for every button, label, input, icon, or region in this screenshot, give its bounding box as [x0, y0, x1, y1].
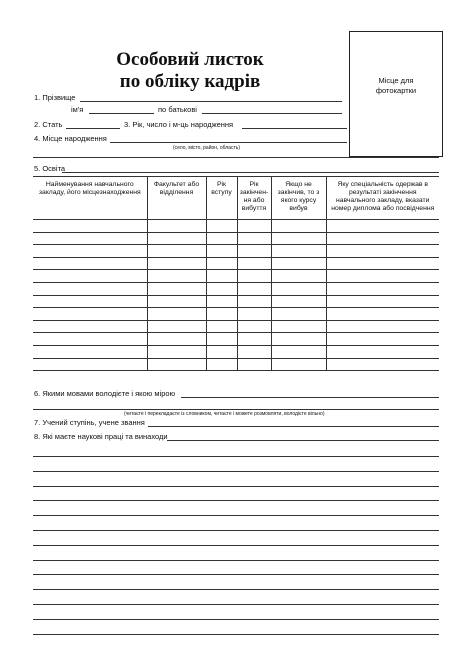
table-cell[interactable]: [147, 333, 206, 346]
works-blank-line[interactable]: [33, 530, 439, 531]
works-blank-line[interactable]: [33, 634, 439, 635]
photo-label: [350, 76, 442, 96]
table-cell[interactable]: [33, 232, 147, 245]
birthplace-field[interactable]: [110, 142, 347, 143]
table-cell[interactable]: [237, 295, 271, 308]
table-cell[interactable]: [237, 333, 271, 346]
table-row: [33, 308, 439, 321]
works-blank-line[interactable]: [33, 471, 439, 472]
languages-hint: (читаєте і перекладаєте із словником, читаєте і можете розмовляти, володієте вільно): [124, 411, 325, 417]
table-cell[interactable]: [326, 345, 439, 358]
table-cell[interactable]: [147, 220, 206, 233]
patronymic-field[interactable]: [202, 113, 342, 114]
works-blank-line[interactable]: [33, 500, 439, 501]
table-cell[interactable]: [326, 295, 439, 308]
table-cell[interactable]: [33, 257, 147, 270]
table-cell[interactable]: [326, 220, 439, 233]
works-blank-line[interactable]: [33, 486, 439, 487]
table-row: [33, 333, 439, 346]
table-cell[interactable]: [206, 345, 237, 358]
surname-label: 1. Прізвище: [34, 93, 76, 102]
table-cell[interactable]: [271, 232, 326, 245]
table-cell[interactable]: [271, 358, 326, 371]
table-cell[interactable]: [147, 345, 206, 358]
table-cell[interactable]: [33, 308, 147, 321]
table-cell[interactable]: [271, 345, 326, 358]
header-institution: Найменування навчального закладу, його місцезнаходження: [33, 177, 147, 220]
education-field[interactable]: [62, 172, 439, 173]
table-cell[interactable]: [206, 232, 237, 245]
table-cell[interactable]: [206, 333, 237, 346]
table-cell[interactable]: [206, 295, 237, 308]
education-table: [33, 176, 439, 371]
table-cell[interactable]: [206, 282, 237, 295]
table-cell[interactable]: [237, 358, 271, 371]
languages-label: 6. Якими мовами володієте і якою мірою: [34, 389, 176, 398]
table-cell[interactable]: [237, 257, 271, 270]
birthplace-field-continued[interactable]: [33, 157, 439, 158]
header-left-course: Якщо не закінчив, то з якого курсу вибув: [271, 177, 326, 220]
table-cell[interactable]: [271, 270, 326, 283]
document-title: [60, 49, 320, 93]
table-row: [33, 245, 439, 258]
table-cell[interactable]: [206, 320, 237, 333]
table-cell[interactable]: [147, 270, 206, 283]
table-cell[interactable]: [271, 308, 326, 321]
photo-label-line-1: Місце для: [378, 76, 414, 85]
works-blank-line[interactable]: [33, 515, 439, 516]
header-entry-year: Рік вступу: [206, 177, 237, 220]
table-cell[interactable]: [237, 282, 271, 295]
table-cell[interactable]: [33, 245, 147, 258]
surname-field[interactable]: [80, 101, 342, 102]
table-cell[interactable]: [271, 257, 326, 270]
table-cell[interactable]: [206, 257, 237, 270]
table-cell[interactable]: [147, 320, 206, 333]
table-cell[interactable]: [326, 333, 439, 346]
education-table-header: [33, 177, 439, 220]
table-cell[interactable]: [271, 245, 326, 258]
table-row: [33, 345, 439, 358]
table-cell[interactable]: [237, 308, 271, 321]
table-cell[interactable]: [147, 282, 206, 295]
title-line-1: Особовий листок: [116, 49, 264, 70]
table-row: [33, 220, 439, 233]
table-cell[interactable]: [33, 220, 147, 233]
table-cell[interactable]: [33, 295, 147, 308]
works-label: 8. Які маєте наукові праці та винаходи: [34, 432, 168, 441]
photo-label-line-2: фотокартки: [375, 86, 417, 95]
table-cell[interactable]: [147, 358, 206, 371]
title-line-2: по обліку кадрів: [119, 71, 261, 92]
table-cell[interactable]: [326, 257, 439, 270]
table-cell[interactable]: [206, 245, 237, 258]
table-cell[interactable]: [326, 358, 439, 371]
birthplace-hint: (село, місто, район, область): [173, 145, 241, 151]
degree-field[interactable]: [148, 426, 439, 427]
education-table-body: [33, 220, 439, 371]
table-cell[interactable]: [33, 320, 147, 333]
table-cell[interactable]: [33, 333, 147, 346]
works-field[interactable]: [167, 440, 439, 441]
table-cell[interactable]: [147, 232, 206, 245]
table-cell[interactable]: [326, 270, 439, 283]
table-cell[interactable]: [271, 295, 326, 308]
table-row: [33, 270, 439, 283]
birthdate-label: 3. Рік, число і м-ць народження: [124, 120, 234, 129]
table-cell[interactable]: [271, 333, 326, 346]
table-cell[interactable]: [147, 308, 206, 321]
works-blank-line[interactable]: [33, 604, 439, 605]
table-cell[interactable]: [237, 270, 271, 283]
patronymic-label: по батькові: [158, 105, 197, 114]
table-cell[interactable]: [237, 245, 271, 258]
works-blank-line[interactable]: [33, 619, 439, 620]
table-row: [33, 320, 439, 333]
table-cell[interactable]: [206, 308, 237, 321]
header-faculty: Факультет або відділення: [147, 177, 206, 220]
table-cell[interactable]: [33, 270, 147, 283]
table-row: [33, 358, 439, 371]
header-specialty: Яку спеціальність одержав в результаті закінчення навчального закладу, вказати номер диплома або посвідчення: [326, 177, 439, 220]
table-cell[interactable]: [147, 257, 206, 270]
table-cell[interactable]: [206, 358, 237, 371]
table-cell[interactable]: [33, 358, 147, 371]
table-cell[interactable]: [271, 320, 326, 333]
sex-label: 2. Стать: [34, 120, 63, 129]
works-blank-line[interactable]: [33, 456, 439, 457]
works-blank-line[interactable]: [33, 589, 439, 590]
languages-field[interactable]: [181, 397, 439, 398]
name-field[interactable]: [89, 113, 154, 114]
table-cell[interactable]: [326, 320, 439, 333]
sex-field[interactable]: [66, 128, 120, 129]
table-cell[interactable]: [326, 282, 439, 295]
header-graduation-year: Рік закінчен-ня або вибуття: [237, 177, 271, 220]
education-label: 5. Освіта: [34, 164, 66, 173]
name-label: ім'я: [71, 105, 84, 114]
table-cell[interactable]: [271, 282, 326, 295]
table-cell[interactable]: [326, 308, 439, 321]
works-blank-line[interactable]: [33, 560, 439, 561]
table-cell[interactable]: [206, 220, 237, 233]
works-blank-line[interactable]: [33, 574, 439, 575]
languages-field-continued[interactable]: [33, 409, 439, 410]
table-cell[interactable]: [147, 295, 206, 308]
birthdate-field[interactable]: [242, 128, 347, 129]
table-cell[interactable]: [326, 232, 439, 245]
table-cell[interactable]: [33, 345, 147, 358]
table-cell[interactable]: [206, 270, 237, 283]
table-cell[interactable]: [33, 282, 147, 295]
table-cell[interactable]: [326, 245, 439, 258]
table-row: [33, 232, 439, 245]
table-cell[interactable]: [237, 345, 271, 358]
works-blank-line[interactable]: [33, 545, 439, 546]
degree-label: 7. Учений ступінь, учене звання: [34, 418, 145, 427]
table-cell[interactable]: [271, 220, 326, 233]
table-row: [33, 257, 439, 270]
table-cell[interactable]: [237, 220, 271, 233]
table-row: [33, 295, 439, 308]
table-cell[interactable]: [237, 232, 271, 245]
table-row: [33, 282, 439, 295]
photo-placeholder: [349, 31, 443, 157]
table-cell[interactable]: [147, 245, 206, 258]
birthplace-label: 4. Місце народження: [34, 134, 107, 143]
table-cell[interactable]: [237, 320, 271, 333]
